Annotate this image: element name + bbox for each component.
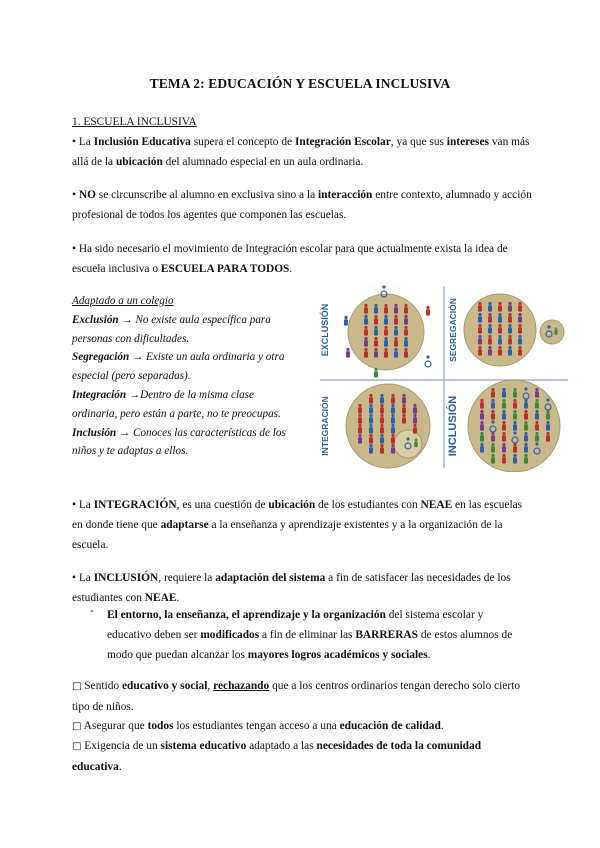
checkbox-icon: □ bbox=[72, 741, 82, 752]
person-icon bbox=[394, 304, 398, 314]
person-icon bbox=[508, 302, 512, 312]
person-icon bbox=[498, 324, 502, 334]
person-icon bbox=[546, 410, 550, 420]
paragraph-integracion: • La INTEGRACIÓN, es una cuestión de ubicación de los estudiantes con NEAE en las escuelas en donde tiene que adaptarse a la enseñanza y aprendizaje existentes y a la organización de la escuela. bbox=[72, 499, 523, 551]
person-icon bbox=[384, 304, 388, 314]
person-icon bbox=[414, 439, 418, 448]
person-icon bbox=[491, 432, 495, 442]
person-icon bbox=[380, 404, 384, 414]
person-icon bbox=[546, 432, 550, 442]
adaptado-heading: Adaptado a un colegio bbox=[72, 295, 174, 307]
person-icon bbox=[498, 302, 502, 312]
person-icon bbox=[380, 444, 384, 454]
person-icon bbox=[513, 388, 517, 398]
person-icon bbox=[508, 313, 512, 323]
circle-segregacion-small bbox=[540, 320, 564, 344]
label-exclusion: EXCLUSIÓN bbox=[320, 303, 330, 357]
person-icon bbox=[358, 434, 362, 444]
checklist-item-exigencia: □ Exigencia de un sistema educativo adaptado a las necesidades de toda la comunidad educativa. bbox=[72, 740, 482, 773]
person-icon bbox=[488, 346, 492, 356]
person-icon bbox=[518, 302, 522, 312]
person-icon bbox=[518, 313, 522, 323]
person-icon bbox=[374, 315, 378, 325]
person-icon bbox=[374, 337, 378, 347]
person-icon bbox=[358, 414, 362, 424]
person-icon bbox=[498, 335, 502, 345]
person-icon bbox=[369, 414, 373, 424]
person-icon bbox=[374, 304, 378, 314]
person-icon bbox=[391, 414, 395, 424]
person-icon bbox=[524, 454, 528, 464]
person-icon bbox=[358, 404, 362, 414]
person-icon bbox=[502, 399, 506, 409]
person-icon bbox=[508, 324, 512, 334]
person-icon bbox=[380, 414, 384, 424]
checklist-item-asegurar: □ Asegurar que todos los estudiantes tengan acceso a una educación de calidad. bbox=[72, 720, 444, 732]
person-icon bbox=[391, 424, 395, 434]
person-icon bbox=[524, 443, 528, 453]
person-icon bbox=[478, 313, 482, 323]
person-icon bbox=[535, 388, 539, 398]
person-icon bbox=[546, 421, 550, 431]
def-inclusion: Inclusión → Conoces las características de los niños y te adaptas a ellos. bbox=[72, 426, 286, 458]
person-icon bbox=[498, 346, 502, 356]
person-icon bbox=[491, 443, 495, 453]
person-icon bbox=[478, 346, 482, 356]
adaptado-colegio-block bbox=[72, 292, 300, 461]
person-icon bbox=[488, 302, 492, 312]
person-icon bbox=[404, 326, 408, 336]
person-icon bbox=[491, 399, 495, 409]
person-icon bbox=[384, 315, 388, 325]
person-icon bbox=[391, 434, 395, 444]
label-segregacion: SEGREGACIÓN bbox=[448, 298, 458, 362]
person-icon bbox=[364, 315, 368, 325]
circle-integracion-inner bbox=[394, 430, 422, 458]
person-icon bbox=[344, 316, 348, 326]
def-segregacion: Segregación → Existe un aula ordinaria y otra especial (pero separadas). bbox=[72, 351, 285, 383]
person-icon bbox=[554, 327, 557, 335]
person-icon bbox=[369, 444, 373, 454]
person-icon bbox=[488, 324, 492, 334]
person-icon bbox=[513, 399, 517, 409]
person-icon bbox=[346, 348, 350, 358]
paragraph-interaccion: • NO se circunscribe al alumno en exclusiva sino a la interacción entre contexto, alumnado y acción profesional de todos los agentes que componen las escuelas. bbox=[72, 189, 532, 221]
person-icon bbox=[535, 399, 539, 409]
person-icon bbox=[402, 404, 406, 414]
person-icon bbox=[524, 410, 528, 420]
checkbox-icon: □ bbox=[72, 721, 82, 732]
person-icon bbox=[488, 313, 492, 323]
person-icon bbox=[380, 394, 384, 404]
paragraph-inclusion: • La INCLUSIÓN, requiere la adaptación del sistema a fin de satisfacer las necesidades de los estudiantes con NEAE. bbox=[72, 572, 511, 604]
person-icon bbox=[518, 335, 522, 345]
person-icon bbox=[404, 315, 408, 325]
person-icon bbox=[391, 394, 395, 404]
person-icon bbox=[524, 432, 528, 442]
person-icon bbox=[394, 326, 398, 336]
person-icon bbox=[364, 326, 368, 336]
person-icon bbox=[358, 424, 362, 434]
person-icon bbox=[480, 443, 484, 453]
person-icon bbox=[478, 324, 482, 334]
person-icon bbox=[502, 388, 506, 398]
label-integracion: INTEGRACIÓN bbox=[320, 396, 330, 456]
person-icon bbox=[478, 335, 482, 345]
person-icon bbox=[524, 421, 528, 431]
person-icon bbox=[518, 346, 522, 356]
person-icon bbox=[426, 306, 430, 316]
person-icon bbox=[402, 394, 406, 404]
person-icon bbox=[364, 348, 368, 358]
person-icon bbox=[404, 337, 408, 347]
person-icon bbox=[404, 348, 408, 358]
person-icon bbox=[502, 410, 506, 420]
paragraph-escuela-para-todos: • Ha sido necesario el movimiento de Integración escolar para que actualmente exista la idea de escuela inclusiva o ESCUELA PARA TODOS. bbox=[72, 243, 508, 275]
person-icon bbox=[374, 326, 378, 336]
person-icon bbox=[384, 326, 388, 336]
person-icon bbox=[391, 444, 395, 454]
person-icon bbox=[384, 348, 388, 358]
person-icon bbox=[502, 443, 506, 453]
person-icon bbox=[369, 394, 373, 404]
person-icon bbox=[391, 404, 395, 414]
person-icon bbox=[508, 335, 512, 345]
person-icon bbox=[518, 324, 522, 334]
person-icon bbox=[369, 434, 373, 444]
person-icon bbox=[488, 335, 492, 345]
person-icon bbox=[478, 302, 482, 312]
person-icon bbox=[508, 346, 512, 356]
label-inclusion: INCLUSIÓN bbox=[447, 395, 459, 457]
person-icon bbox=[513, 454, 517, 464]
dash-marker: - bbox=[90, 605, 94, 617]
person-icon bbox=[502, 432, 506, 442]
person-icon bbox=[491, 388, 495, 398]
person-icon bbox=[535, 410, 539, 420]
person-icon bbox=[480, 432, 484, 442]
person-icon bbox=[513, 443, 517, 453]
person-icon bbox=[491, 454, 495, 464]
person-icon bbox=[480, 399, 484, 409]
person-icon bbox=[480, 421, 484, 431]
person-icon bbox=[364, 304, 368, 314]
person-icon bbox=[513, 421, 517, 431]
person-icon bbox=[380, 434, 384, 444]
def-exclusion: Exclusión → No existe aula específica para personas con dificultades. bbox=[72, 313, 271, 345]
inclusion-diagram-figure bbox=[316, 282, 572, 472]
person-icon bbox=[413, 404, 417, 414]
person-icon bbox=[384, 337, 388, 347]
person-icon bbox=[513, 410, 517, 420]
checkbox-icon: □ bbox=[72, 681, 82, 692]
person-icon bbox=[374, 368, 378, 378]
checklist-item-sentido: □ Sentido educativo y social, rechazando que a los centros ordinarios tengan derecho solo cierto tipo de niños. bbox=[72, 680, 521, 713]
person-icon bbox=[394, 348, 398, 358]
person-icon bbox=[369, 424, 373, 434]
person-icon bbox=[369, 404, 373, 414]
person-icon bbox=[502, 421, 506, 431]
person-icon bbox=[413, 424, 417, 434]
person-icon bbox=[502, 454, 506, 464]
person-icon bbox=[380, 424, 384, 434]
person-icon bbox=[480, 410, 484, 420]
paragraph-inclusion-educativa: • La Inclusión Educativa supera el concepto de Integración Escolar, ya que sus intereses van más allá de la ubicación del alumnado especial en un aula ordinaria. bbox=[72, 136, 530, 168]
section-heading: 1. ESCUELA INCLUSIVA bbox=[72, 116, 197, 128]
person-icon bbox=[374, 348, 378, 358]
person-icon bbox=[394, 315, 398, 325]
person-icon bbox=[535, 421, 539, 431]
person-icon bbox=[364, 337, 368, 347]
person-icon bbox=[524, 399, 528, 409]
person-icon bbox=[404, 304, 408, 314]
person-icon bbox=[402, 414, 406, 424]
person-icon bbox=[535, 432, 539, 442]
person-icon bbox=[413, 414, 417, 424]
person-icon bbox=[498, 313, 502, 323]
person-icon bbox=[491, 410, 495, 420]
person-icon bbox=[394, 337, 398, 347]
page-title: TEMA 2: EDUCACIÓN Y ESCUELA INCLUSIVA bbox=[149, 76, 451, 91]
def-integracion: Integración →Dentro de la misma clase ordinaria, pero están a parte, no te preocupas. bbox=[72, 388, 281, 420]
paragraph-barreras: El entorno, la enseñanza, el aprendizaje y la organización del sistema escolar y educativo deben ser modificados a fin de eliminar las BARRERAS de estos alumnos de modo que puedan alcanzar los mayores logros académicos y sociales. bbox=[107, 609, 513, 661]
